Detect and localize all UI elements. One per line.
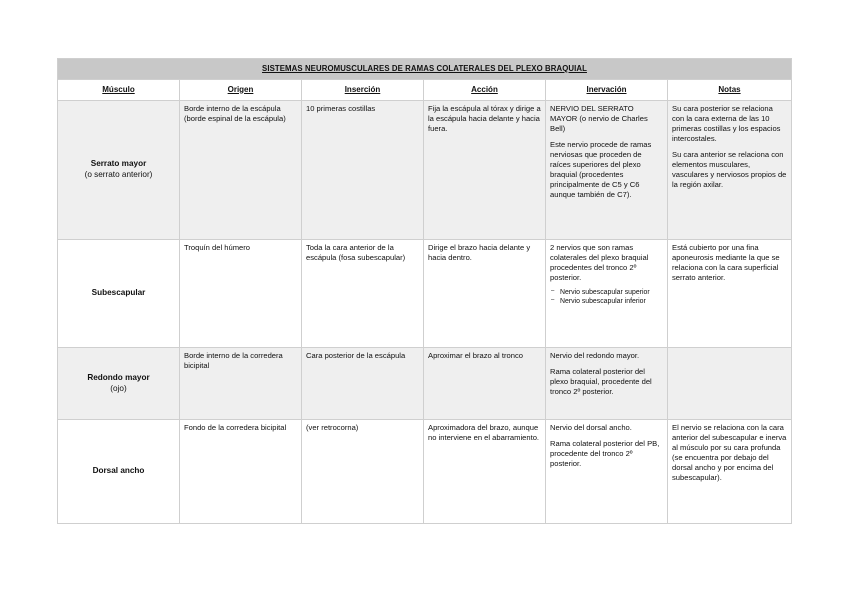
cell-musculo: [58, 101, 180, 240]
cell-insercion: 10 primeras costillas: [302, 101, 424, 240]
cell-origen: Fondo de la corredera bicipital: [180, 420, 302, 524]
header-notas: Notas: [668, 80, 792, 101]
cell-musculo: [58, 348, 180, 420]
muscle-alias: (ojo): [110, 383, 127, 393]
cell-inervacion: [546, 240, 668, 348]
cell-accion: Aproximadora del brazo, aunque no interviene en el abarramiento.: [424, 420, 546, 524]
cell-inervacion: [546, 101, 668, 240]
inervacion-paragraph: 2 nervios que son ramas colaterales del plexo braquial procedentes del tronco 2º posterior.: [550, 243, 649, 283]
inervacion-paragraph: Este nervio procede de ramas nerviosas que proceden de raíces superiores del plexo braquial (procedentes principalmente de C5 y C6 aunque también de C7).: [550, 140, 652, 200]
list-item: – Nervio subescapular superior: [560, 289, 663, 298]
cell-insercion: (ver retrocorna): [302, 420, 424, 524]
header-musculo: Músculo: [58, 80, 180, 101]
cell-inervacion: [546, 420, 668, 524]
header-insercion: Inserción: [302, 80, 424, 101]
notas-paragraph: Su cara posterior se relaciona con la cara externa de las 10 primeras costillas y los espacios intercostales.: [672, 104, 781, 144]
table-title: [58, 59, 792, 80]
cell-notas: [668, 240, 792, 348]
inervacion-paragraph: Nervio del dorsal ancho.: [550, 423, 632, 432]
inervacion-list: [550, 289, 663, 307]
inervacion-paragraph: Nervio del redondo mayor.: [550, 351, 640, 360]
cell-insercion: Cara posterior de la escápula: [302, 348, 424, 420]
muscle-alias: (o serrato anterior): [84, 170, 153, 179]
cell-accion: Fija la escápula al tórax y dirige a la escápula hacia delante y hacia fuera.: [424, 101, 546, 240]
table-row: [58, 240, 792, 348]
table-row: [58, 101, 792, 240]
cell-notas: [668, 101, 792, 240]
cell-origen: Troquín del húmero: [180, 240, 302, 348]
cell-accion: Dirige el brazo hacia delante y hacia dentro.: [424, 240, 546, 348]
cell-origen: Borde interno de la corredera bicipital: [180, 348, 302, 420]
cell-notas: [668, 420, 792, 524]
cell-accion: Aproximar el brazo al tronco: [424, 348, 546, 420]
muscle-table: [57, 58, 792, 524]
cell-inervacion: [546, 348, 668, 420]
inervacion-paragraph: Rama colateral posterior del PB, procedente del tronco 2º posterior.: [550, 439, 660, 469]
header-inervacion: Inervación: [546, 80, 668, 101]
notas-paragraph: Está cubierto por una fina aponeurosis mediante la que se relaciona con la cara superficial serrato anterior.: [672, 243, 780, 283]
cell-origen: Borde interno de la escápula (borde espinal de la escápula): [180, 101, 302, 240]
muscle-name: Subescapular: [91, 288, 146, 298]
muscle-name: Serrato mayor: [90, 159, 147, 169]
cell-musculo: [58, 240, 180, 348]
muscle-name: Redondo mayor: [87, 372, 150, 382]
table-row: [58, 420, 792, 524]
notas-paragraph: El nervio se relaciona con la cara anterior del subescapular e inerva al músculo por su cara profunda (se encuentra por debajo del dorsal ancho y por encima del subescapular).: [672, 423, 787, 483]
notas-paragraph: Su cara anterior se relaciona con elementos musculares, vasculares y nerviosos propios de la región axilar.: [672, 150, 787, 190]
header-origen: Origen: [180, 80, 302, 101]
table-row: [58, 348, 792, 420]
inervacion-paragraph: NERVIO DEL SERRATO MAYOR (o nervio de Charles Bell): [550, 104, 648, 134]
cell-notas: [668, 348, 792, 420]
header-accion: Acción: [424, 80, 546, 101]
list-item: – Nervio subescapular inferior: [560, 298, 663, 307]
cell-insercion: Toda la cara anterior de la escápula (fosa subescapular): [302, 240, 424, 348]
inervacion-paragraph: Rama colateral posterior del plexo braquial, procedente del tronco 2º posterior.: [550, 367, 652, 397]
muscle-name: Dorsal ancho: [92, 466, 145, 476]
cell-musculo: [58, 420, 180, 524]
table-title-text: SISTEMAS NEUROMUSCULARES DE RAMAS COLATERALES DEL PLEXO BRAQUIAL: [262, 63, 587, 73]
header-row: [58, 80, 792, 101]
